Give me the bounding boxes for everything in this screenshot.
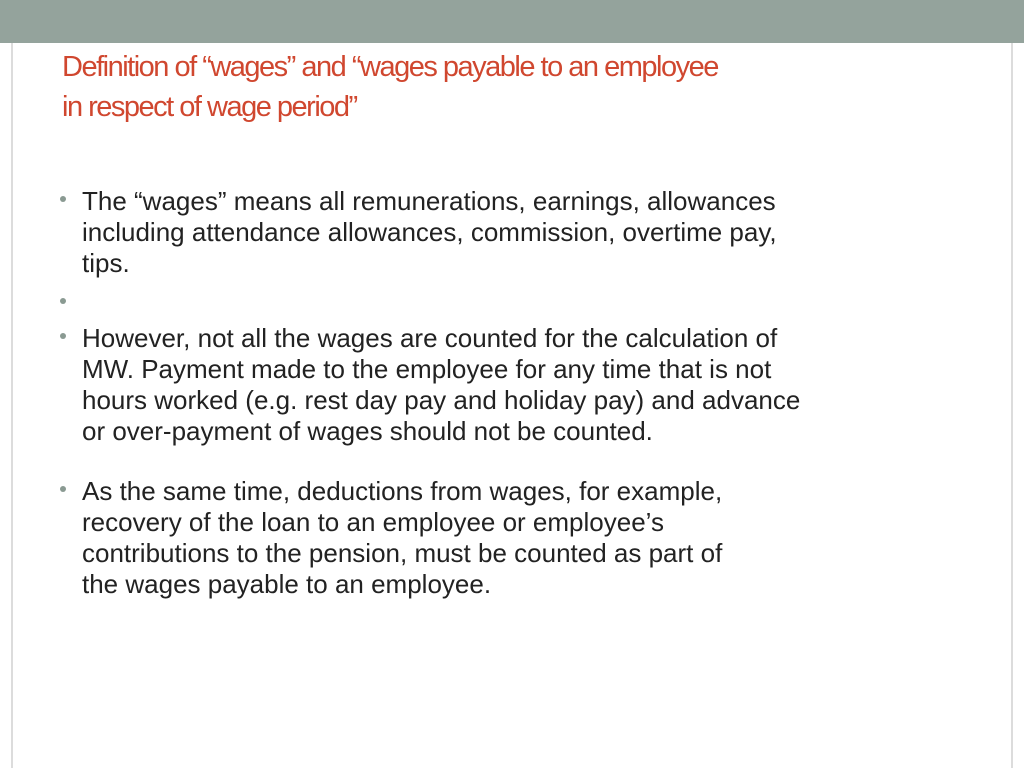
bullet-item-excluded-wages (60, 323, 980, 447)
bullet-list (60, 186, 980, 600)
bullet-line: tips. (82, 248, 130, 278)
bullet-dot-icon (60, 486, 66, 492)
slide-title (62, 47, 992, 127)
bullet-text (82, 476, 980, 600)
bullet-text (82, 323, 980, 447)
slide-title-line: Definition of “wages” and “wages payable to an employee (62, 51, 718, 83)
bullet-text (82, 186, 980, 279)
bullet-item-wages-definition (60, 186, 980, 279)
bullet-line: or over-payment of wages should not be counted. (82, 416, 653, 446)
right-border-line (1011, 43, 1013, 768)
bullet-item-deductions (60, 476, 980, 600)
bullet-dot-icon (60, 298, 66, 304)
bullet-line: hours worked (e.g. rest day pay and holiday pay) and advance (82, 385, 801, 415)
bullet-dot-icon (60, 333, 66, 339)
bullet-line: As the same time, deductions from wages, for example, (82, 476, 723, 506)
bullet-line: MW. Payment made to the employee for any time that is not (82, 354, 772, 384)
bullet-line: The “wages” means all remunerations, earnings, allowances (82, 186, 776, 216)
bullet-line: However, not all the wages are counted for the calculation of (82, 323, 778, 353)
bullet-line: the wages payable to an employee. (82, 569, 492, 599)
bullet-line: contributions to the pension, must be counted as part of (82, 538, 723, 568)
left-border-line (11, 43, 13, 768)
slide-title-line: in respect of wage period” (62, 91, 357, 123)
bullet-line: including attendance allowances, commission, overtime pay, (82, 217, 777, 247)
bullet-item-empty (60, 288, 980, 319)
bullet-dot-icon (60, 196, 66, 202)
top-accent-bar (0, 0, 1024, 43)
bullet-line: recovery of the loan to an employee or employee’s (82, 507, 664, 537)
